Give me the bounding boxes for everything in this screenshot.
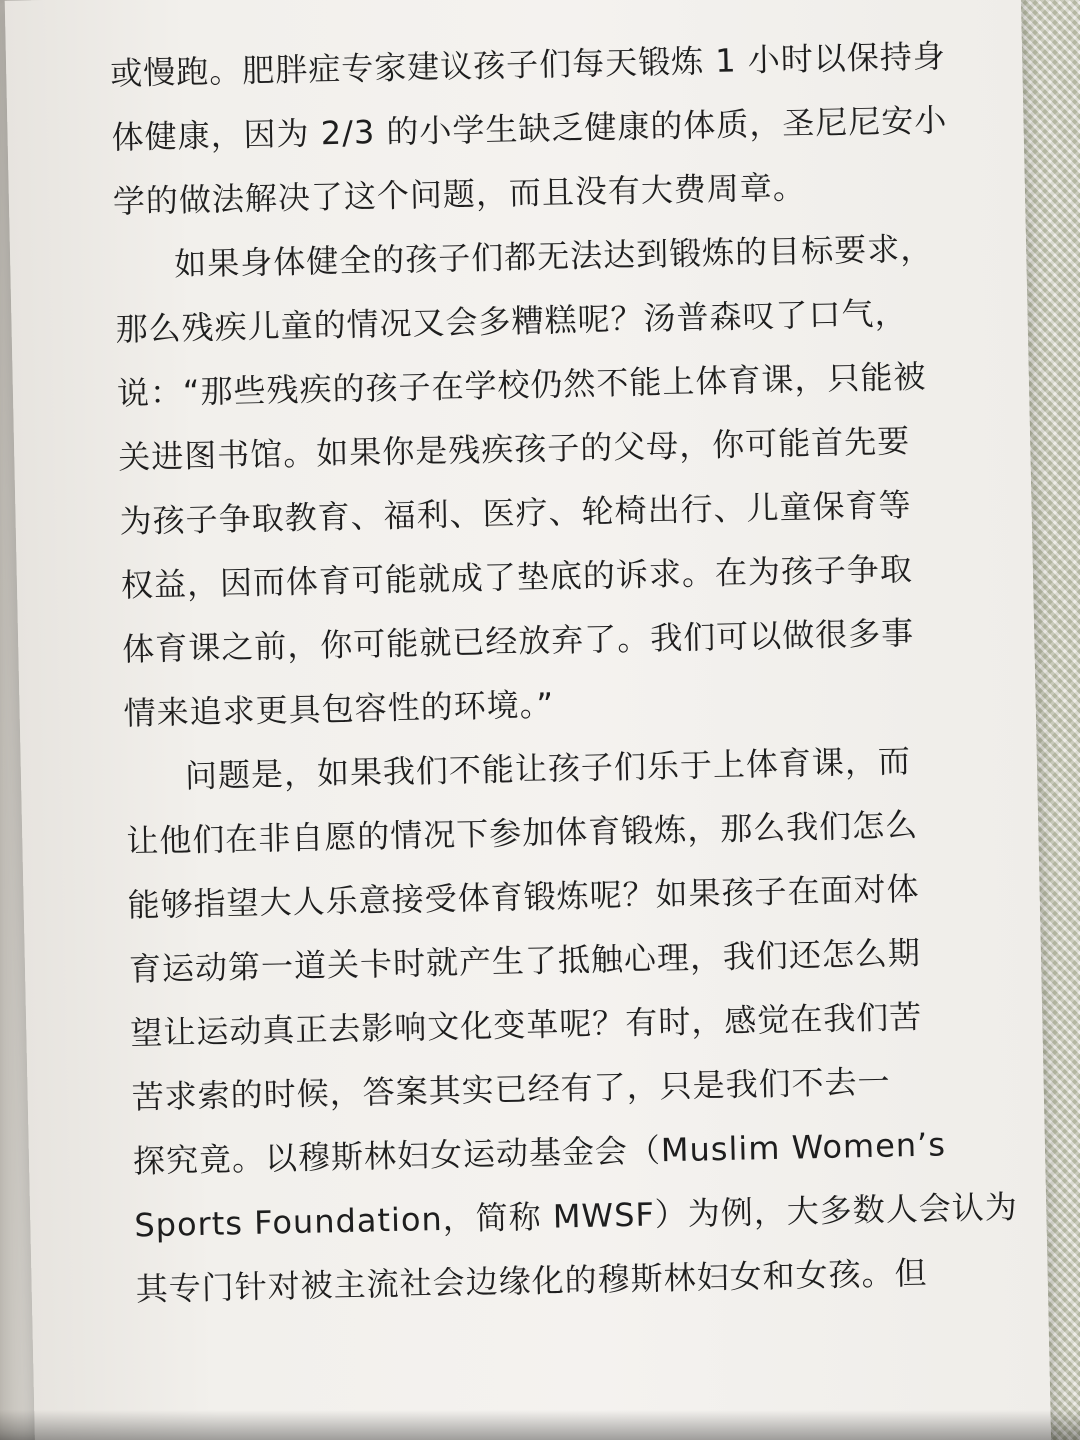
text-line: 能够指望大人乐意接受体育锻炼呢？如果孩子在面对体 (127, 869, 920, 925)
bottom-shadow (0, 1410, 1080, 1440)
text-line: 学的做法解决了这个问题，而且没有大费周章。 (112, 168, 807, 221)
text-line: 育运动第一道关卡时就产生了抵触心理，我们还怎么期 (128, 933, 922, 989)
page-text (60, 32, 1019, 1309)
text-line: 那么残疾儿童的情况又会多糟糕呢？汤普森叹了口气， (115, 293, 908, 349)
text-line: 让他们在非自愿的情况下参加体育锻炼，那么我们怎么 (125, 805, 919, 861)
text-line: 问题是，如果我们不能让孩子们乐于上体育课，而 (184, 741, 912, 796)
text-line: 其专门针对被主流社会边缘化的穆斯林妇女和女孩。但 (135, 1253, 928, 1309)
text-line: 望让运动真正去影响文化变革呢？有时，感觉在我们苦 (129, 997, 923, 1053)
text-line: 情来追求更具包容性的环境。” (123, 685, 555, 733)
text-line: 苦求索的时候，答案其实已经有了，只是我们不去一 (131, 1062, 891, 1117)
book-page (5, 0, 1052, 1440)
text-line: 说：“那些残疾的孩子在学校仍然不能上体育课，只能被 (116, 357, 927, 413)
text-line: 为孩子争取教育、福利、医疗、轮椅出行、儿童保育等 (119, 485, 912, 541)
text-line: 如果身体健全的孩子们都无法达到锻炼的目标要求， (173, 229, 934, 284)
text-line: 或慢跑。肥胖症专家建议孩子们每天锻炼 1 小时以保持身 (109, 37, 947, 93)
text-line: 权益，因而体育可能就成了垫底的诉求。在为孩子争取 (120, 549, 914, 605)
text-line: 体育课之前，你可能就已经放弃了。我们可以做很多事 (121, 613, 915, 669)
text-line: 体健康，因为 2/3 的小学生缺乏健康的体质，圣尼尼安小 (111, 101, 948, 157)
text-line: Sports Foundation，简称 MWSF）为例，大多数人会认为 (133, 1187, 1019, 1245)
text-line: 探究竟。以穆斯林妇女运动基金会（Muslim Women’s (132, 1125, 947, 1181)
text-line: 关进图书馆。如果你是残疾孩子的父母，你可能首先要 (117, 421, 911, 477)
